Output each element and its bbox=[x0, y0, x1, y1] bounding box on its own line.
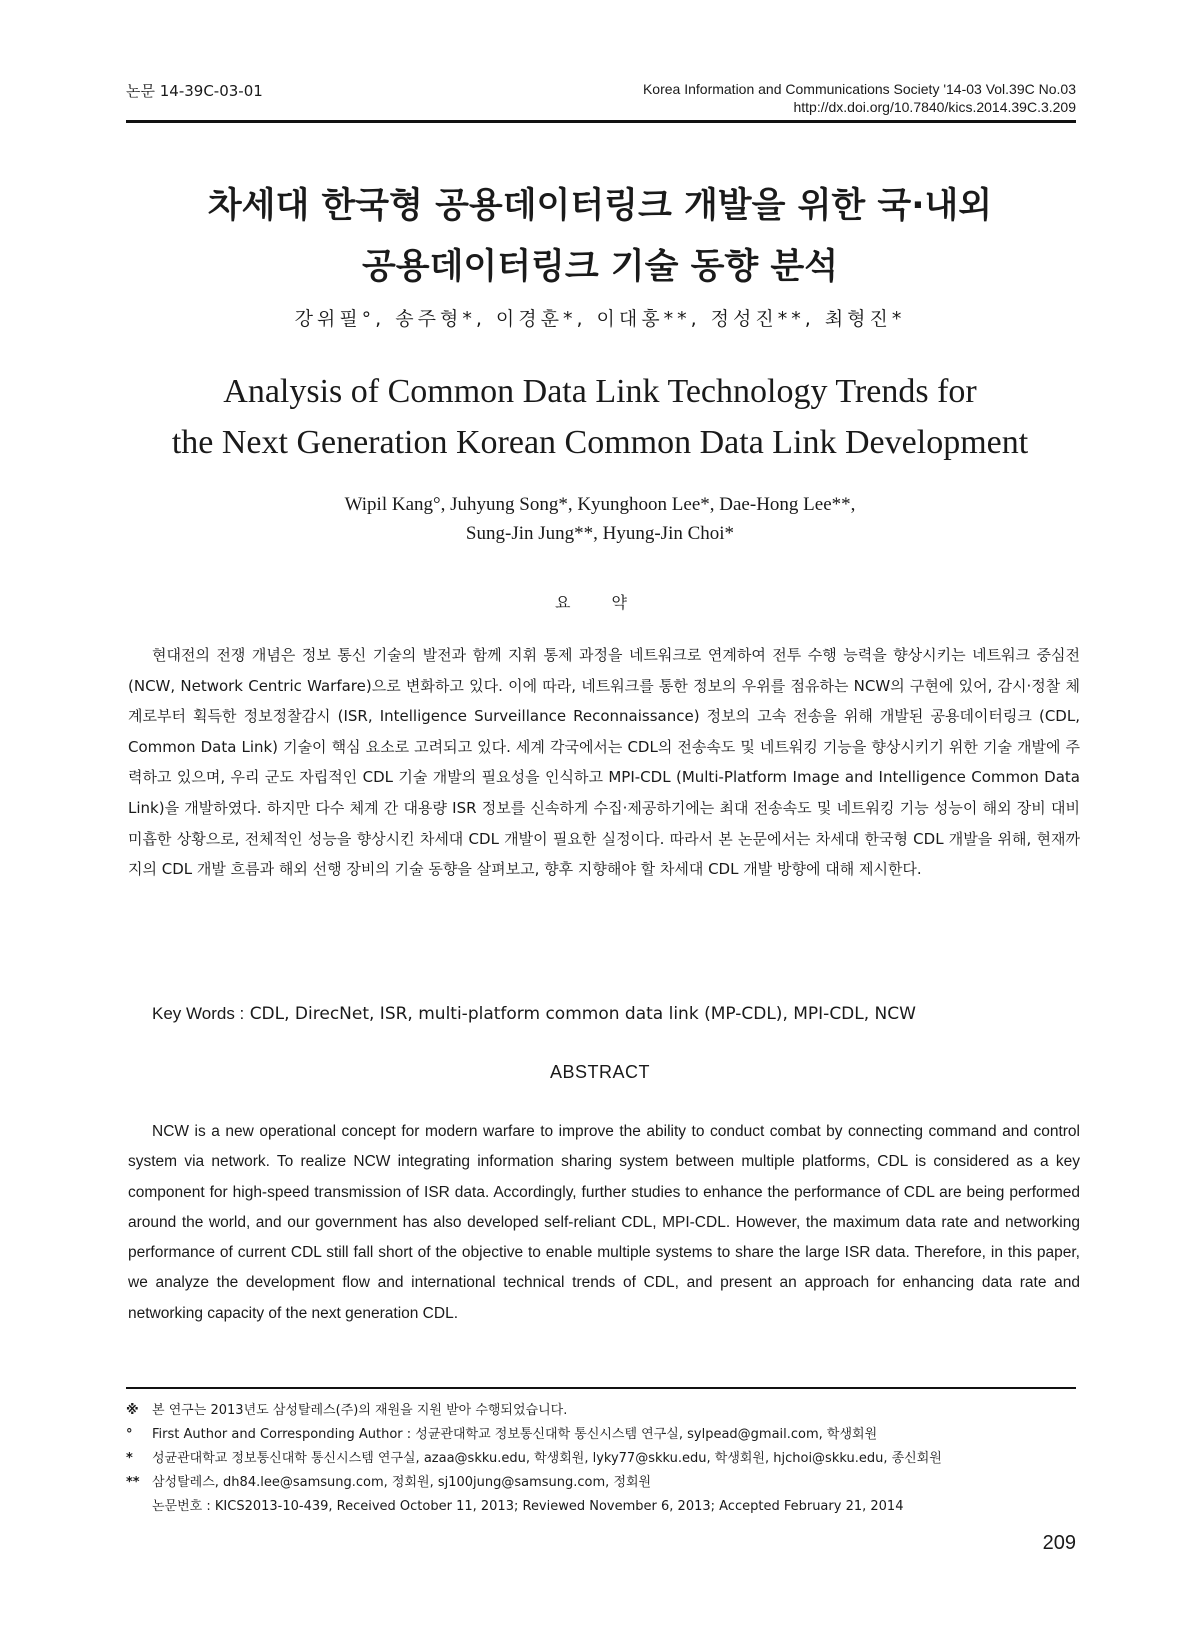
paper-id: 논문 14-39C-03-01 bbox=[126, 82, 263, 100]
footnote-text: 논문번호 : KICS2013-10-439, Received October 11, 2013; Reviewed November 6, 2013; Accepted February 21, 2014 bbox=[152, 1499, 904, 1514]
footnote-mark: ** bbox=[126, 1475, 140, 1490]
korean-title-line-2: 공용데이터링크 기술 동향 분석 bbox=[361, 247, 839, 287]
header-rule bbox=[126, 120, 1076, 123]
korean-abstract-heading: 요 약 bbox=[555, 593, 645, 612]
english-abstract-text: NCW is a new operational concept for modern warfare to improve the ability to conduct combat by connecting command and control system via network. To realize NCW integrating information sharing system between multiple platforms, CDL is considered as a key component for high-speed transmission of ISR data. Accordingly, further studies to enhance the performance of CDL are being performed around the world, and our government has also developed self-reliant CDL, MPI-CDL. However, the maximum data rate and networking performance of current CDL still fall short of the objective to enable multiple systems to share the large ISR data. Therefore, in this paper, we analyze the development flow and international technical trends of CDL, and present an approach for enhancing data rate and networking capacity of the next generation CDL. bbox=[128, 1123, 1080, 1322]
journal-info: Korea Information and Communications Society '14-03 Vol.39C No.03 bbox=[642, 81, 1076, 97]
english-abstract bbox=[128, 1117, 1080, 1329]
english-authors-line-1: Wipil Kang°, Juhyung Song*, Kyunghoon Lee*, Dae-Hong Lee**, bbox=[344, 494, 856, 515]
korean-authors: 강위필°, 송주형*, 이경훈*, 이대홍**, 정성진**, 최형진* bbox=[294, 308, 906, 330]
english-title-line-2: the Next Generation Korean Common Data Link Development bbox=[171, 424, 1029, 461]
keywords-label: Key Words : bbox=[152, 1004, 245, 1023]
footnote-rule bbox=[126, 1387, 1076, 1389]
korean-title-line-1: 차세대 한국형 공용데이터링크 개발을 위한 국·내외 bbox=[207, 186, 993, 226]
footnotes bbox=[126, 1399, 1086, 1519]
page-number: 209 bbox=[1042, 1532, 1076, 1554]
footnote-affiliation-skku bbox=[126, 1447, 1086, 1471]
footnote-paper-number bbox=[126, 1495, 1086, 1519]
footnote-text: 본 연구는 2013년도 삼성탈레스(주)의 재원을 지원 받아 수행되었습니다. bbox=[152, 1403, 568, 1418]
footnote-text: First Author and Corresponding Author : 성균관대학교 정보통신대학 통신시스템 연구실, sylpead@gmail.com, 학생회원 bbox=[152, 1427, 878, 1442]
keywords-text: CDL, DirecNet, ISR, multi-platform common data link (MP-CDL), MPI-CDL, NCW bbox=[249, 1004, 916, 1024]
footnote-funding bbox=[126, 1399, 1086, 1423]
korean-abstract-text: 현대전의 전쟁 개념은 정보 통신 기술의 발전과 함께 지휘 통제 과정을 네트워크로 연계하여 전투 수행 능력을 향상시키는 네트워크 중심전 (NCW, Network Centric Warfare)으로 변화하고 있다. 이에 따라, 네트워크를 통한 정보의 우위를 점유하는 NCW의 구현에 있어, 감시·정찰 체계로부터 획득한 정보정찰감시 (ISR, Intelligence Surveillance Reconnaissance) 정보의 고속 전송을 위해 개발된 공용데이터링크 (CDL, Common Data Link) 기술이 핵심 요소로 고려되고 있다. 세계 각국에서는 CDL의 전송속도 및 네트워킹 기능을 향상시키기 위한 기술 개발에 주력하고 있으며, 우리 군도 자립적인 CDL 기술 개발의 필요성을 인식하고 MPI-CDL (Multi-Platform Image and Intelligence Common Data Link)을 개발하였다. 하지만 다수 체계 간 대용량 ISR 정보를 신속하게 수집·제공하기에는 최대 전송속도 및 네트워킹 기능 성능이 해외 장비 대비 미흡한 상황으로, 전체적인 성능을 향상시킨 차세대 CDL 개발이 필요한 실정이다. 따라서 본 논문에서는 차세대 한국형 CDL 개발을 위해, 현재까지의 CDL 개발 흐름과 해외 선행 장비의 기술 동향을 살펴보고, 향후 지향해야 할 차세대 CDL 개발 방향에 대해 제시한다. bbox=[128, 646, 1081, 879]
footnote-text: 성균관대학교 정보통신대학 통신시스템 연구실, azaa@skku.edu, 학생회원, lyky77@skku.edu, 학생회원, hjchoi@skku.edu, 종신회원 bbox=[152, 1451, 942, 1466]
footnote-mark: ° bbox=[126, 1427, 133, 1442]
footnote-first-author bbox=[126, 1423, 1086, 1447]
english-title-line-1: Analysis of Common Data Link Technology Trends for bbox=[223, 373, 977, 410]
footnote-mark: ※ bbox=[126, 1403, 139, 1418]
journal-header bbox=[643, 80, 1076, 116]
keywords bbox=[152, 1004, 916, 1024]
footnote-affiliation-samsung bbox=[126, 1471, 1086, 1495]
korean-abstract bbox=[128, 640, 1080, 885]
footnote-mark: * bbox=[126, 1451, 133, 1466]
english-authors-line-2: Sung-Jin Jung**, Hyung-Jin Choi* bbox=[465, 523, 735, 544]
doi-link[interactable]: http://dx.doi.org/10.7840/kics.2014.39C.3.209 bbox=[793, 99, 1076, 115]
english-title bbox=[0, 366, 1200, 468]
footnote-text: 삼성탈레스, dh84.lee@samsung.com, 정회원, sj100jung@samsung.com, 정회원 bbox=[152, 1475, 652, 1490]
english-abstract-heading: ABSTRACT bbox=[549, 1062, 650, 1082]
korean-title bbox=[0, 176, 1200, 298]
english-authors bbox=[0, 490, 1200, 548]
